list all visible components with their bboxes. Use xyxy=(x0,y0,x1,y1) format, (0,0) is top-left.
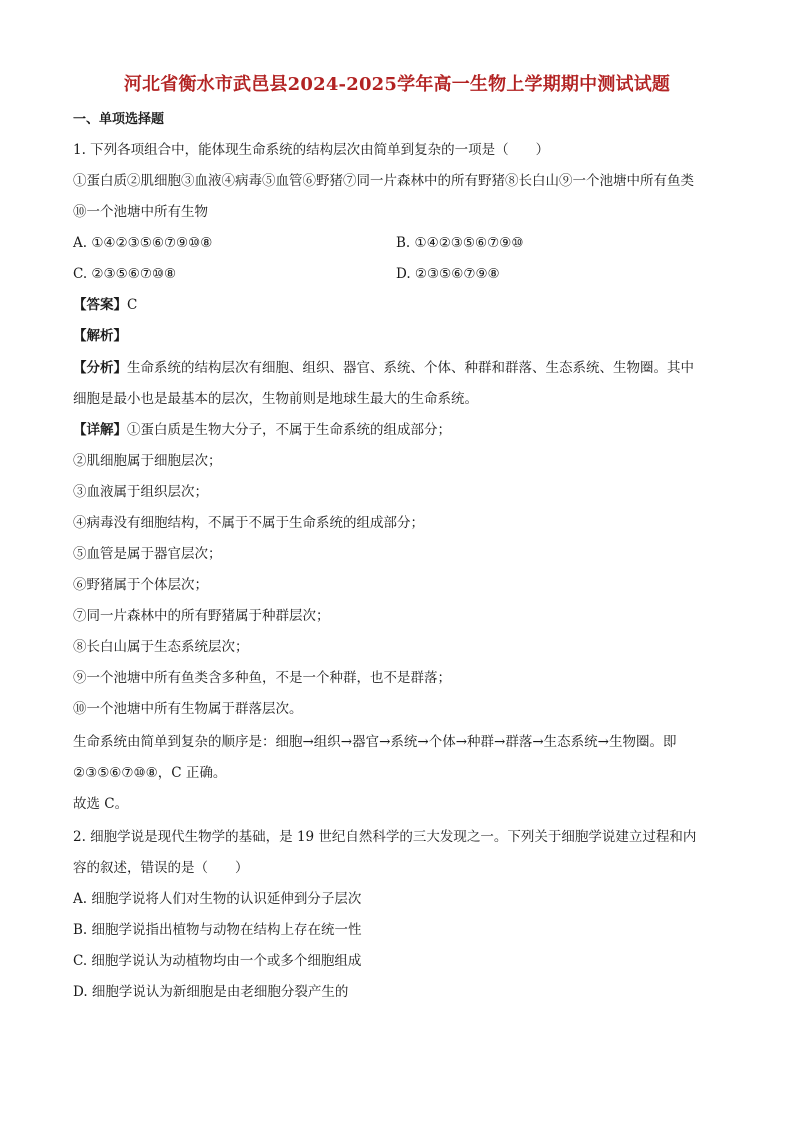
q1-fenxi-line1 xyxy=(73,358,694,378)
q2-option-c: C. 细胞学说认为动植物均由一个或多个细胞组成 xyxy=(73,953,362,969)
q2-stem-line1: 2. 细胞学说是现代生物学的基础，是 19 世纪自然科学的三大发现之一。下列关于细胞学说建立过程和内 xyxy=(73,829,697,845)
detail-line: ⑥野猪属于个体层次； xyxy=(73,577,208,593)
detail-line: ⑩一个池塘中所有生物属于群落层次。 xyxy=(73,701,303,717)
q2-option-b: B. 细胞学说指出植物与动物在结构上存在统一性 xyxy=(73,922,362,938)
q1-option-a: A. ①④②③⑤⑥⑦⑨⑩⑧ xyxy=(73,235,213,251)
detail-line: ⑦同一片森林中的所有野猪属于种群层次； xyxy=(73,608,330,624)
q1-answer xyxy=(73,295,137,315)
q1-items-line2: ⑩一个池塘中所有生物 xyxy=(73,204,208,220)
q1-order-line1: 生命系统由简单到复杂的顺序是：细胞→组织→器官→系统→个体→种群→群落→生态系统→生物圈。即 xyxy=(73,734,677,750)
detail-line: ②肌细胞属于细胞层次； xyxy=(73,453,222,469)
q1-order-line2: ②③⑤⑥⑦⑩⑧，C 正确。 xyxy=(73,765,227,781)
detail-line: ③血液属于组织层次； xyxy=(73,484,208,500)
fenxi-text-1: 生命系统的结构层次有细胞、组织、器官、系统、个体、种群和群落、生态系统、生物圈。其中 xyxy=(127,360,694,376)
q1-conclusion: 故选 C。 xyxy=(73,796,129,812)
q1-xiangjie-line1 xyxy=(73,420,451,440)
q1-analysis-label xyxy=(73,326,127,346)
q1-option-b: B. ①④②③⑤⑥⑦⑨⑩ xyxy=(396,235,524,251)
fenxi-label: 【分析】 xyxy=(73,360,127,376)
q1-stem: 1. 下列各项组合中，能体现生命系统的结构层次由简单到复杂的一项是（ ） xyxy=(73,142,550,158)
analysis-label: 【解析】 xyxy=(73,328,127,344)
detail-line: ④病毒没有细胞结构，不属于不属于生命系统的组成部分； xyxy=(73,515,424,531)
answer-value: C xyxy=(127,297,138,313)
q2-stem-line2: 容的叙述，错误的是（ ） xyxy=(73,860,249,876)
detail-line: ⑧长白山属于生态系统层次； xyxy=(73,639,249,655)
q2-option-a: A. 细胞学说将人们对生物的认识延伸到分子层次 xyxy=(73,891,362,907)
q1-option-c: C. ②③⑤⑥⑦⑩⑧ xyxy=(73,266,177,282)
xiangjie-label: 【详解】 xyxy=(73,422,127,438)
xiangjie-text-1: ①蛋白质是生物大分子，不属于生命系统的组成部分； xyxy=(127,422,451,438)
section-heading: 一、单项选择题 xyxy=(73,112,165,127)
document-title: 河北省衡水市武邑县2024-2025学年高一生物上学期期中测试试题 xyxy=(123,74,671,95)
q1-option-d: D. ②③⑤⑥⑦⑨⑧ xyxy=(396,266,500,282)
q1-fenxi-line2: 细胞是最小也是最基本的层次，生物前则是地球生最大的生命系统。 xyxy=(73,391,478,407)
q2-option-d: D. 细胞学说认为新细胞是由老细胞分裂产生的 xyxy=(73,984,349,1000)
detail-line: ⑤血管是属于器官层次； xyxy=(73,546,222,562)
q1-items-line1: ①蛋白质②肌细胞③血液④病毒⑤血管⑥野猪⑦同一片森林中的所有野猪⑧长白山⑨一个池塘中所有鱼类 xyxy=(73,173,694,189)
answer-label: 【答案】 xyxy=(73,297,127,313)
detail-line: ⑨一个池塘中所有鱼类含多种鱼，不是一个种群，也不是群落； xyxy=(73,670,451,686)
